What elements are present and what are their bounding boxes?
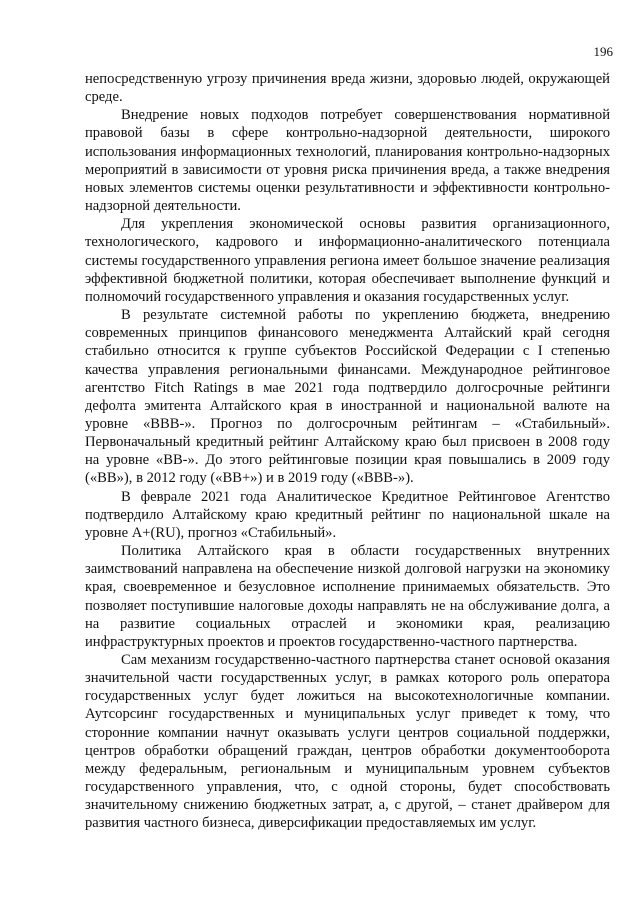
- paragraph-credit-ratings: В результате системной работы по укреплению бюджета, внедрению современных принципов финансового менеджмента Алтайский край сегодня стабильно относится к группе субъектов Российской Федерации с I степенью качества управления региональными финансами. Международное рейтинговое агентство Fitch Ratings в мае 2021 года подтвердило долгосрочные рейтинги дефолта эмитента Алтайского края в иностранной и национальной валюте на уровне «BBB-». Прогноз по долгосрочным рейтингам – «Стабильный». Первоначальный кредитный рейтинг Алтайскому краю был присвоен в 2008 году на уровне «ВВ-». До этого рейтинговые позиции края повышались в 2009 году («ВВ»), в 2012 году («ВВ+») и в 2019 году («ВВВ-»).: [85, 307, 610, 487]
- paragraph-public-private-partnership: Сам механизм государственно-частного партнерства станет основой оказания значительной части государственных услуг, в рамках которого роль оператора государственных услуг будет ложиться на высокотехнологичные компании. Аутсорсинг государственных и муниципальных услуг приведет к тому, что сторонние компании начнут оказывать услуги центров социальной поддержки, центров обработки обращений граждан, центров обработки документооборота между федеральным, региональным и муниципальным уровнем субъектов государственного управления, что, с одной стороны, будет способствовать значительному снижению бюджетных затрат, а, с другой, – станет драйвером для развития частного бизнеса, диверсификации предоставляемых им услуг.: [85, 652, 610, 832]
- paragraph-budget-policy: Для укрепления экономической основы развития организационного, технологического, кадрового и информационно-аналитического потенциала системы государственного управления региона имеет большое значение реализация эффективной бюджетной политики, которая обеспечивает выполнение функций и полномочий государственного управления и оказания государственных услуг.: [85, 216, 610, 305]
- paragraph-acra-rating: В феврале 2021 года Аналитическое Кредитное Рейтинговое Агентство подтвердило Алтайскому краю кредитный рейтинг по национальной шкале на уровне А+(RU), прогноз «Стабильный».: [85, 488, 610, 541]
- paragraph-borrowing-policy: Политика Алтайского края в области государственных внутренних заимствований направлена на обеспечение низкой долговой нагрузки на экономику края, своевременное и безусловное исполнение принимаемых обязательств. Это позволяет поступившие налоговые доходы направлять не на обслуживание долга, а на развитие социальных отраслей и экономики края, реализацию инфраструктурных проектов и проектов государственно-частного партнерства.: [85, 543, 610, 650]
- paragraph-new-approaches: Внедрение новых подходов потребует совершенствования нормативной правовой базы в сфере контрольно-надзорной деятельности, широкого использования информационных технологий, планирования контрольно-надзорных мероприятий в зависимости от уровня риска причинения вреда, а также внедрения новых элементов системы оценки результативности и эффективности контрольно-надзорной деятельности.: [85, 107, 610, 215]
- body-text: [85, 70, 610, 833]
- page-number: 196: [593, 44, 613, 59]
- paragraph-continuation: непосредственную угрозу причинения вреда жизни, здоровью людей, окружающей среде.: [85, 71, 610, 106]
